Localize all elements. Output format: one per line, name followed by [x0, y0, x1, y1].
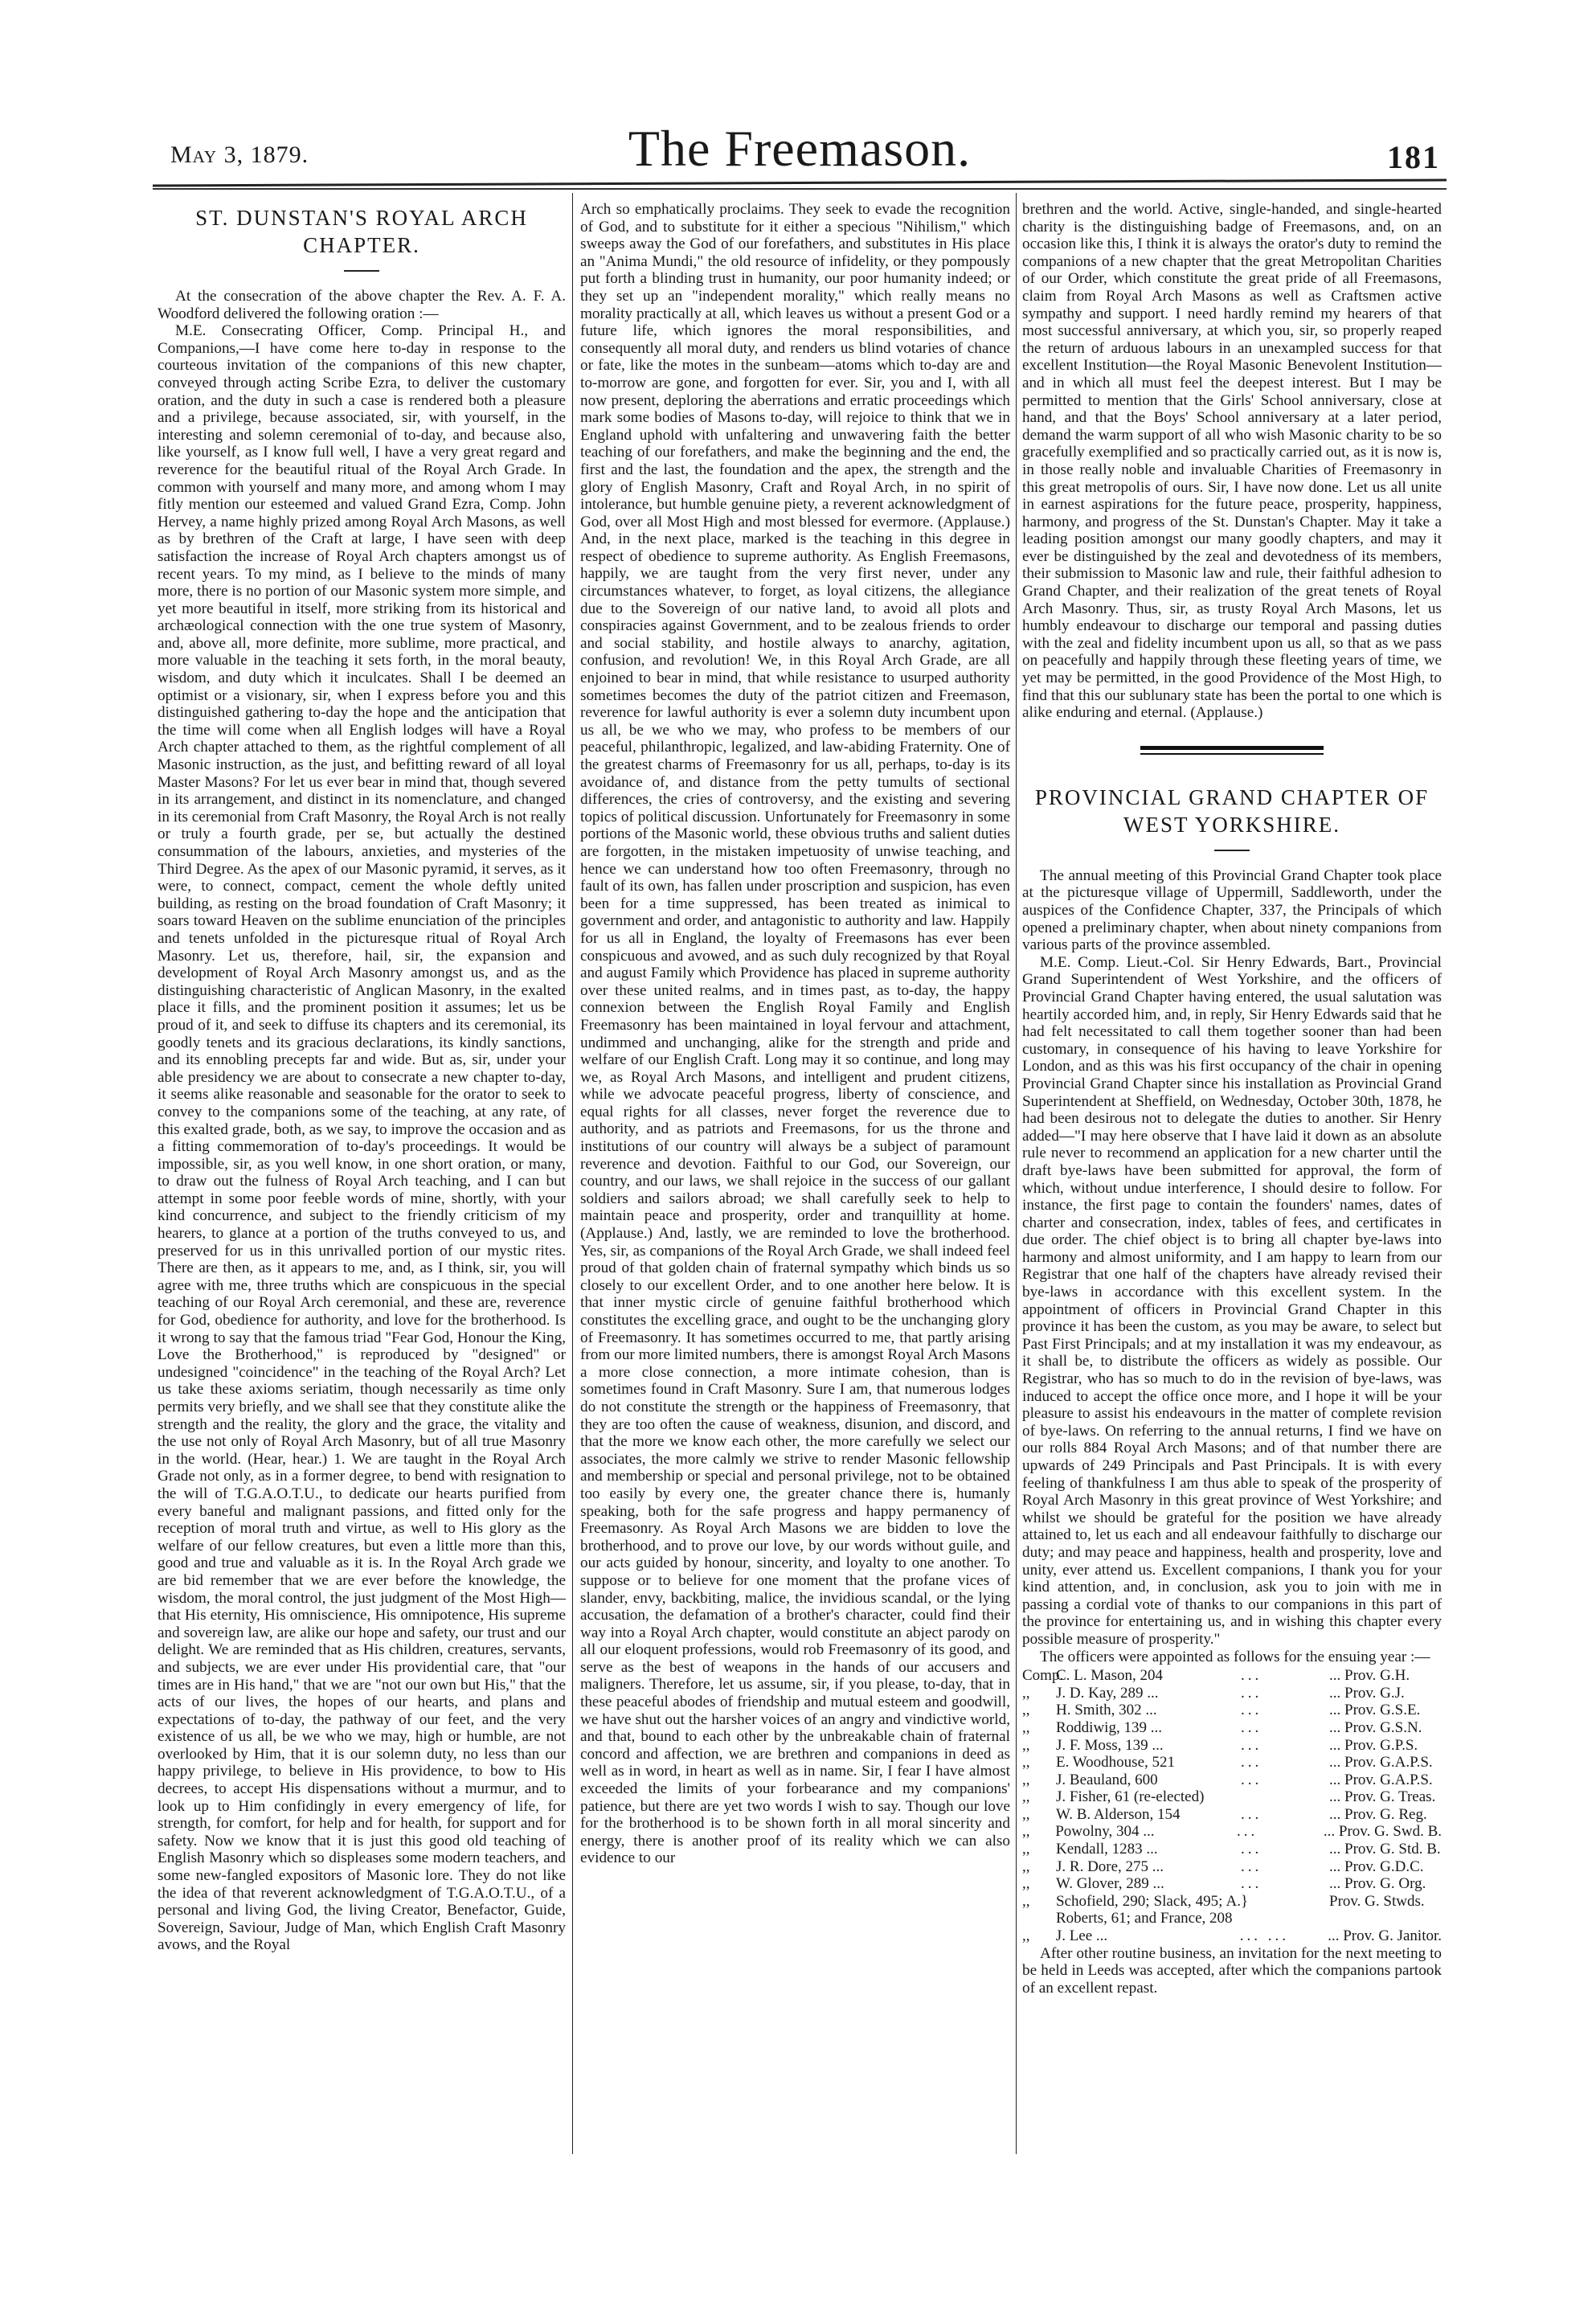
officer-prefix: ,, [1022, 1754, 1030, 1772]
officer-dots: ... [1241, 1858, 1262, 1875]
officer-dots: ... [1241, 1718, 1262, 1736]
officer-office: ... Prov. G.S.E. [1329, 1702, 1421, 1719]
officer-prefix: ,, [1022, 1718, 1030, 1736]
officer-office: ... Prov. G.P.S. [1329, 1736, 1418, 1754]
officer-office: ... Prov. G.S.N. [1329, 1718, 1422, 1736]
officers-list [1022, 1667, 1442, 1945]
officer-dots [1241, 1788, 1329, 1806]
officer-prefix: ,, [1022, 1858, 1030, 1875]
masthead [153, 121, 1447, 185]
officer-prefix: ,, [1022, 1841, 1030, 1858]
officer-prefix: ,, [1022, 1702, 1030, 1719]
officer-prefix: ,, [1022, 1892, 1030, 1910]
article-separator [1140, 746, 1324, 755]
article-heading [1022, 784, 1442, 838]
paragraph: At the consecration of the above chapter the Rev. A. F. A. Woodford delivered the following oration :— [158, 288, 566, 322]
officer-row [1022, 1667, 1442, 1685]
officer-dots: ... [1241, 1754, 1262, 1772]
heading-line: WEST YORKSHIRE. [1123, 812, 1340, 837]
officer-office: ... Prov. G. Std. B. [1329, 1841, 1441, 1858]
officer-name: W. B. Alderson, 154 [1056, 1805, 1181, 1823]
officer-name: Powolny, 304 ... [1055, 1823, 1155, 1841]
heading-dash [344, 270, 379, 272]
paragraph: After other routine business, an invitation for the next meeting to be held in Leeds was accepted, after which the companions partook of an excellent repast. [1022, 1944, 1442, 1997]
officer-name: E. Woodhouse, 521 [1056, 1754, 1176, 1772]
officer-name: Schofield, 290; Slack, 495; A. Roberts, 61; and France, 208 [1056, 1892, 1241, 1927]
officer-name: Roddiwig, 139 ... [1056, 1718, 1162, 1736]
officer-office: Prov. G. Stwds. [1329, 1892, 1425, 1910]
officer-office: ... Prov. G. Treas. [1329, 1788, 1436, 1806]
column-3 [1022, 201, 1442, 1997]
officer-dots: ... [1241, 1875, 1262, 1893]
officer-row [1022, 1719, 1442, 1737]
officer-name: J. F. Moss, 139 ... [1056, 1736, 1164, 1754]
officer-dots: ... [1241, 1805, 1262, 1823]
officer-office: ... Prov. G.J. [1329, 1684, 1405, 1702]
officer-name: Kendall, 1283 ... [1056, 1841, 1158, 1858]
officer-dots: ... [1241, 1667, 1262, 1685]
officer-prefix: ,, [1022, 1875, 1030, 1893]
officer-office: ... Prov. G.A.P.S. [1329, 1754, 1433, 1772]
officer-name: J. D. Kay, 289 ... [1056, 1684, 1159, 1702]
officer-name: J. Fisher, 61 (re-elected) [1056, 1788, 1205, 1806]
officer-office: ... Prov. G. Org. [1329, 1875, 1426, 1893]
officer-row [1022, 1702, 1442, 1719]
officer-row [1022, 1685, 1442, 1702]
paragraph: M.E. Comp. Lieut.-Col. Sir Henry Edwards, Bart., Provincial Grand Superintendent of West Yorkshire, and the officers of Provincial Grand Chapter having entered, the usual salutation was heartily accorded him, and, in reply, Sir Henry Edwards said that he had felt necessitated to call them together sooner than had been customary, in consequence of his having to leave Yorkshire for London, and as this was his first occupancy of the chair in opening Provincial Grand Chapter since his installation as Provincial Grand Superintendent at Sheffield, on Wednesday, October 30th, 1878, he had been desirous not to delegate the duties to another. Sir Henry added—"I may here observe that I have laid it down as an absolute rule never to recommend an application for a new charter until the draft bye-laws have been submitted for approval, the form of which, without undue interference, I should desire to follow. For instance, the first page to contain the founders' names, dates of charter and consecration, index, tables of fees, and certificates in due order. The chief object is to bring all chapter bye-laws into harmony and almost uniformity, and I am happy to learn from our Registrar that one half of the chapters have already revised their bye-laws in accordance with this excellent system. In the appointment of officers in Provincial Grand Chapter in this province it has been the custom, as you may be aware, to select but Past First Principals; and at my installation it was my endeavour, as it shall be, to distribute the officers as widely as possible. Our Registrar, who has so much to do in the revision of bye-laws, was induced to accept the office once more, and I hope it will be your pleasure to assist his endeavours in the matter of complete revision of bye-laws. On referring to the annual returns, I find we have on our rolls 884 Royal Arch Masons; and of that number there are upwards of 249 Principals and Past Principals. It is with every feeling of thankfulness I am thus able to speak of the prosperity of Royal Arch Masonry in this great province of West Yorkshire; and whilst we should be grateful for the position we have already attained to, let us each and all endeavour faithfully to discharge our duty; and may peace and happiness, health and prosperity, love and unity, ever attend us. Excellent companions, I thank you for your kind attention, and, in conclusion, ask you to join with me in passing a cordial vote of thanks to our companions in this part of the province for entertaining us, and in wishing this chapter every possible measure of prosperity." [1022, 953, 1442, 1648]
officer-name: W. Glover, 289 ... [1056, 1875, 1164, 1893]
officer-prefix: ,, [1022, 1736, 1030, 1754]
officer-dots: ... [1241, 1702, 1262, 1719]
officer-dots: ... [1241, 1736, 1262, 1754]
officer-row [1022, 1754, 1442, 1772]
officer-row [1022, 1772, 1442, 1789]
officer-prefix: ,, [1022, 1927, 1030, 1945]
officer-dots: ... [1241, 1841, 1262, 1858]
officer-row [1022, 1927, 1442, 1945]
officer-row [1022, 1841, 1442, 1858]
officer-dots: ... ... [1239, 1927, 1289, 1945]
officer-dots: ... [1241, 1684, 1262, 1702]
heading-dash [1214, 850, 1250, 851]
officer-row [1022, 1858, 1442, 1876]
masthead-rule-bottom [153, 188, 1447, 190]
officer-name: J. Beauland, 600 [1056, 1771, 1158, 1788]
officer-name: J. Lee ... [1055, 1927, 1108, 1945]
officer-prefix: ,, [1022, 1805, 1030, 1823]
officer-name: H. Smith, 302 ... [1056, 1702, 1157, 1719]
officer-dots: ... [1241, 1771, 1262, 1788]
officer-row [1022, 1806, 1442, 1824]
officer-name: J. R. Dore, 275 ... [1056, 1858, 1164, 1875]
newspaper-title: The Freemason. [628, 120, 972, 177]
officer-office: ... Prov. G.A.P.S. [1329, 1771, 1433, 1788]
paragraph: Arch so emphatically proclaims. They seek to evade the recognition of God, and to substitute for it either a specious "Nihilism," which sweeps away the God of our forefathers, and substitutes in His place an "Anima Mundi," the old resource of infidelity, or they pompously put forth a blinding trust in humanity, our poor humanity indeed; or they set up an "independent morality," which really means no morality practically at all, which leaves us without a present God or a future life, which ignores the moral responsibilities, and consequently all moral duty, and renders us blind votaries of chance or fate, like the motes in the sunbeam—atoms which to-day are and to-morrow are gone, and forgotten for ever. Sir, you and I, with all now present, deploring the aberrations and erratic proceedings which mark some bodies of Masons to-day, will rejoice to think that we in England uphold with unfaltering and unwavering faith the better teaching of our forefathers, and make the beginning and the end, the first and the last, the foundation and the apex, the strength and the glory of English Masonry, Craft and Royal Arch, in no spirit of intolerance, but humble genuine piety, a reverent acknowledgment of God, over all Most High and most blessed for evermore. (Applause.) And, in the next place, marked is the teaching in this degree in respect of obedience to supreme authority. As English Freemasons, happily, we are taught from the very first never, under any circumstances whatever, to forget, as loyal citizens, the allegiance due to the Sovereign of our native land, to avoid all plots and conspiracies against Government, and to be zealous friends to order and social stability, and hostile always to anarchy, agitation, confusion, and revolution! We, in this Royal Arch Grade, are all enjoined to bear in mind, that while resistance to usurped authority sometimes becomes the duty of the patriot citizen and Freemason, reverence for lawful authority is ever a solemn duty incumbent upon us all, be we who we may, who profess to be members of our peaceful, philanthropic, legalized, and law-abiding Fraternity. One of the greatest charms of Freemasonry for us all, perhaps, to-day is its avoidance of, and distance from the petty tumults of sectional differences, the cries of controversy, and the existing and severing topics of political discussion. Unfortunately for Freemasonry in some portions of the Masonic world, these obvious truths and salient duties are forgotten, in the mistaken impetuosity of unwise teaching, and hence we can understand how too often Freemasonry, through no fault of its own, has fallen under proscription and suspicion, has even been for a time suppressed, has been treated as inimical to government and order, and antagonistic to authority and law. Happily for us all in England, the loyalty of Freemasons has ever been conspicuous and avowed, and as such duly recognized by that Royal and august Family which Providence has placed in supreme authority over these united realms, and in times past, as to-day, the happy connexion between the English Royal Family and English Freemasonry has been maintained in loyal fervour and attachment, undimmed and unchanging, alike for the strength and pride and welfare of our English Craft. Long may it so continue, and long may we, as Royal Arch Masons, and intelligent and prudent citizens, while we advocate peaceful progress, liberty of conscience, and equal rights for all classes, never forget the reverence due to authority, and as patriots and Freemasons, for us the throne and institutions of our country will always be a subject of paramount reverence and devotion. Faithful to our God, our Sovereign, our country, and our laws, we shall rejoice in the success of our gallant soldiers and sailors abroad; we shall carefully seek to help to maintain peace and prosperity, order and tranquillity at home. (Applause.) And, lastly, we are reminded to love the brotherhood. Yes, sir, as companions of the Royal Arch Grade, we shall indeed feel proud of that golden chain of fraternal sympathy which binds us so closely to our excellent Order, and to one another here below. It is that inner mystic circle of genuine faithful brotherhood which constitutes the excelling grace, and ought to be the unchanging glory of Freemasonry. It has sometimes occurred to me, that partly arising from our more limited numbers, there is amongst Royal Arch Masons a more close connection, a more intimate cohesion, than is sometimes found in Craft Masonry. Sure I am, that numerous lodges do not constitute the strength or the happiness of Freemasonry, that they are too often the cause of weakness, disunion, and discord, and that the more we know each other, the more carefully we select our associates, the more calmly we strive to render Masonic fellowship and membership or special and personal privilege, not to be obtained too easily by every one, the greater chance there is, humanly speaking, both for the safe progress and happy permanency of Freemasonry. As Royal Arch Masons we are bidden to love the brotherhood, and to prove our love, by our words without guile, and our acts guided by honour, sincerity, and loyalty to one another. To suppose or to believe for one moment that the profane vices of slander, envy, backbiting, malice, the invidious scandal, or the lying accusation, the defamation of a brother's character, could find their way into a Royal Arch chapter, would constitute an abject parody on all our eloquent professions, would rob Freemasonry of its good, and serve as the best of weapons in the hands of our accusers and maligners. Therefore, let us assume, sir, if you please, to-day, that in these peaceful abodes of friendship and mutual esteem and goodwill, we have shut out the harsher voices of an angry and vindictive world, and that, bound to each other by the unbreakable chain of fraternal concord and affection, we are brethren and companions in deed as well as in word, in heart as well as in name. Sir, I fear I have almost exceeded the limits of your forbearance and my companions' patience, but there are yet two words I wish to say. Though our love for the brotherhood is to be shown forth in all moral sincerity and energy, there is another proof of its reality which we can also evidence to our [580, 201, 1010, 1867]
heading-line: PROVINCIAL GRAND CHAPTER OF [1034, 784, 1430, 809]
officer-office: ... Prov. G. Janitor. [1328, 1927, 1442, 1945]
officer-dots: ... [1236, 1823, 1258, 1841]
officer-row [1022, 1823, 1442, 1841]
officer-prefix: Comp. [1022, 1667, 1064, 1685]
officer-prefix: ,, [1022, 1823, 1030, 1841]
paragraph: brethren and the world. Active, single-handed, and single-hearted charity is the distinguishing badge of Freemasons, and, on an occasion like this, I think it is always the orator's duty to remind the companions of a new chapter that the great Metropolitan Charities of our Order, which constitute the great pride of all Freemasons, claim from Royal Arch Masons as well as Craftsmen active sympathy and support. I need hardly remind my hearers of that most successful anniversary, at which you, sir, so properly reaped the return of arduous labours in an unexampled success for that excellent Institution—the Royal Masonic Benevolent Institution—and in which all must feel the deepest interest. But I may be permitted to mention that the Girls' School anniversary, close at hand, and that the Boys' School anniversary at a later period, demand the warm support of all who wish Masonic charity to be so gracefully exemplified and so practically carried out, as it is now is, in those really noble and invaluable Charities of Freemasonry in this great metropolis of ours. Sir, I have now done. Let us all unite in earnest aspirations for the future peace, prosperity, happiness, harmony, and progress of the St. Dunstan's Chapter. May it take a leading position amongst our many goodly chapters, and may it ever be distinguished by the zeal and devotedness of its members, their submission to Masonic law and rule, their faithful adhesion to Grand Chapter, and their realization of the great tenets of Royal Arch Masonry. Thus, sir, as trusty Royal Arch Masons, let us humbly endeavour to discharge our temporal and passing duties with the zeal and fidelity incumbent upon us all, so that as we pass on peacefully and happily through these fleeting years of time, we yet may be permitted, in the good Providence of the Most High, to find that this our sublunary state has been the portal to one which is alike enduring and eternal. (Applause.) [1022, 201, 1442, 722]
officer-prefix: ,, [1022, 1684, 1030, 1702]
issue-date: May 3, 1879. [170, 141, 309, 168]
officer-prefix: ,, [1022, 1788, 1030, 1806]
officer-row [1022, 1788, 1442, 1806]
officer-name: C. L. Mason, 204 [1056, 1667, 1163, 1685]
column-2 [580, 201, 1010, 1867]
officer-row [1022, 1875, 1442, 1893]
column-1 [158, 201, 566, 1954]
officer-row [1022, 1893, 1442, 1927]
officer-office: ... Prov. G.D.C. [1329, 1858, 1424, 1875]
paragraph: M.E. Consecrating Officer, Comp. Principal H., and Companions,—I have come here to-day in response to the courteous invitation of the companions of this new chapter, conveyed through acting Scribe Ezra, to deliver the customary oration, and the duty in such a case is rendered both a pleasure and a privilege, because associated, sir, with yourself, in the interesting and solemn ceremonial of to-day, and because also, like yourself, as I know full well, I have a very great regard and reverence for the beautiful ritual of the Royal Arch Grade. In common with yourself and many more, and among whom I may fitly mention our esteemed and valued Grand Ezra, Comp. John Hervey, a name highly prized among Royal Arch Masons, as well as by brethren of the Craft at large, I have seen with deep satisfaction the increase of Royal Arch chapters amongst us of recent years. To my mind, as I believe to the minds of many more, there is no portion of our Masonic system more simple, and yet more beautiful in itself, more striking from its historical and archæological connection with the one true system of Masonry, and, above all, more definite, more sublime, more practical, and more valuable in the teaching it sets forth, in the moral beauty, wisdom, and duty which it inculcates. Shall I be deemed an optimist or a visionary, sir, when I express before you and this distinguished gathering to-day the hope and the anticipation that the time will come when all English lodges will have a Royal Arch chapter attached to them, as the rightful complement of all Masonic instruction, as the just, and befitting reward of all loyal Master Masons? For let us ever bear in mind that, though severed in its arrangement, and distinct in its nomenclature, and changed in its ceremonial from Craft Masonry, the Royal Arch is not really or truly a fourth grade, per se, but actually the destined consummation of the labours, anxieties, and mysteries of the Third Degree. As the apex of our Masonic pyramid, it serves, as it were, to connect, compact, cement the whole deftly united building, as resting on the broad foundation of Craft Masonry; it soars toward Heaven on the sublime enunciation of the principles and tenets unfolded in the picturesque ritual of Royal Arch Masonry. Let us, therefore, hail, sir, the expansion and development of Royal Arch Masonry amongst us, and as the distinguishing characteristic of Anglican Masonry, in the exalted place it fills, and the prominent position it assumes; let us be proud of it, and seek to diffuse its chapters and its ceremonial, its goodly tenets and its gracious declarations, its kindly sanctions, and its ennobling precepts far and wide. But as, sir, under your able presidency we are about to consecrate a new chapter to-day, it seems alike reasonable and seasonable for the orator to seek to convey to the companions some of the teaching, at any rate, of this exalted grade, both, as we say, to improve the occasion and as a fitting commemoration of to-day's proceedings. It would be impossible, sir, as you well know, in one short oration, or many, to draw out the fulness of Royal Arch teaching, and I can but attempt in some poor feeble words of mine, shortly, with your kind concurrence, and subject to the friendly criticism of my hearers, to glance at a portion of the truths conveyed to us, and preserved for us in this unrivalled portion of our mystic rites. There are then, as it appears to me, and, as I think, sir, you will agree with me, three truths which are conspicuous in the special teaching of our Royal Arch ceremonial, and these are, reverence for God, obedience for authority, and love for the brotherhood. Is it wrong to say that the famous triad "Fear God, Honour the King, Love the Brotherhood," is reproduced by "designed" or undesigned "coincidence" in the teaching of the Royal Arch? Let us take these axioms seriatim, though necessarily as time only permits very briefly, and we shall see that they constitute alike the strength and the reality, the glory and the grace, the vitality and the use not only of Royal Arch Masonry, but of all true Masonry in the world. (Hear, hear.) 1. We are taught in the Royal Arch Grade not only, as in a former degree, to bend with resignation to the will of T.G.A.O.T.U., to dedicate our hearts purified from every baneful and malignant passions, and fitted only for the reception of moral truth and virtue, as well to His glory as the welfare of our fellow creatures, but even a little more than this, good and true and valuable as it is. In the Royal Arch grade we are bid remember that we are ever before the knowledge, the wisdom, the moral control, the just judgment of the Most High—that His eternity, His omniscience, His omnipotence, His supreme and sovereign law, are alike our hope and safety, our trust and our delight. We are reminded that as His children, creatures, servants, and subjects, we are ever under His providential care, that "our times are in His hand," that we are "not our own but His," that the acts of our lives, the hopes of our hearts, and plans and expectations of to-day, the pathway of our feet, and the very existence of us all, be we who we may, high or humble, are not overlooked by Him, that it is our solemn duty, no less than our happy privilege, to believe in His providence, to bow to His decrees, to accept His dispensations without a murmur, and to look up to Him confidingly in every emergency of life, for strength, for comfort, for help and for health, for support and for safety. Now we know that it is just this good old teaching of English Masonry which so displeases some modern teachers, and some new-fangled expositors of Masonic lore. They do not like the idea of that reverent acknowledgment of T.G.A.O.T.U., of a personal and living God, the living Creator, Benefactor, Guide, Sovereign, Saviour, Judge of Man, which English Craft Masonry avows, and the Royal [158, 322, 566, 1954]
officer-office: ... Prov. G. Reg. [1329, 1805, 1427, 1823]
page-number: 181 [1387, 139, 1440, 175]
article-heading: ST. DUNSTAN'S ROYAL ARCH CHAPTER. [195, 206, 528, 257]
officer-dots: } [1241, 1892, 1252, 1910]
officer-row [1022, 1737, 1442, 1755]
officer-office: ... Prov. G.H. [1329, 1667, 1410, 1685]
paragraph: The officers were appointed as follows for the ensuing year :— [1040, 1648, 1430, 1665]
officer-prefix: ,, [1022, 1771, 1030, 1788]
officer-office: ... Prov. G. Swd. B. [1323, 1823, 1442, 1841]
column-divider [572, 193, 573, 2154]
column-divider [1016, 193, 1017, 2154]
paragraph: The annual meeting of this Provincial Grand Chapter took place at the picturesque village of Uppermill, Saddleworth, under the auspices of the Confidence Chapter, 337, the Principals of which opened a preliminary chapter, when about ninety companions from various parts of the province assembled. [1022, 866, 1442, 954]
